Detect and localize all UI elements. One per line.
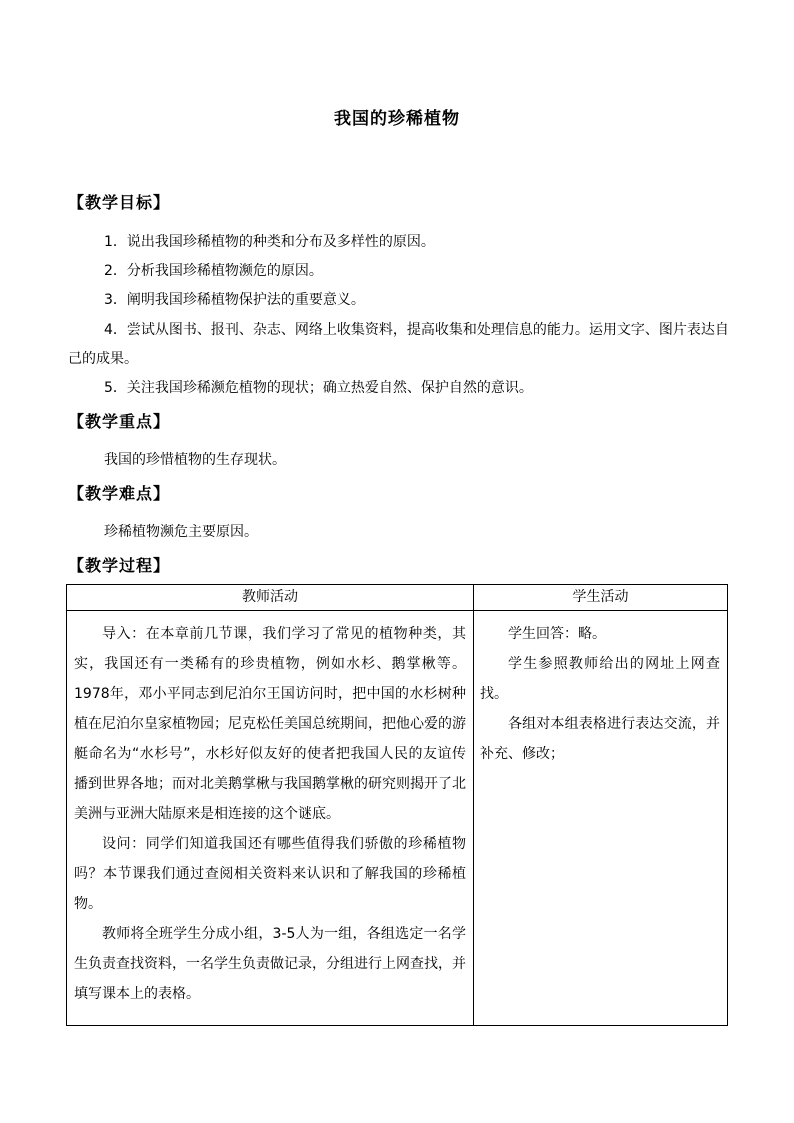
key-points-heading: 【教学重点】 <box>68 412 171 431</box>
teacher-paragraph: 导入：在本章前几节课，我们学习了常见的植物种类，其实，我国还有一类稀有的珍贵植物，例如水杉、鹅掌楸等。1978年，邓小平同志到尼泊尔王国访问时，把中国的水杉树种植在尼泊尔皇家植物园；尼克松任美国总统期间，把他心爱的游艇命名为“水杉号”，水杉好似友好的使者把我国人民的友谊传播到世界各地；而对北美鹅掌楸与我国鹅掌楸的研究则揭开了北美洲与亚洲大陆原来是相连接的这个谜底。 <box>74 626 466 822</box>
column-divider <box>473 585 474 1025</box>
objective-item-1: 1．说出我国珍稀植物的种类和分布及多样性的原因。 <box>104 234 435 250</box>
teacher-paragraph: 教师将全班学生分成小组，3-5人为一组，各组选定一名学生负责查找资料，一名学生负责做记录，分组进行上网查找，并填写课本上的表格。 <box>74 926 466 1002</box>
document-title: 我国的珍稀植物 <box>334 109 460 129</box>
student-activity-cell <box>480 619 720 769</box>
student-paragraph: 各组对本组表格进行表达交流，并补充、修改； <box>480 716 720 762</box>
key-points-text: 我国的珍惜植物的生存现状。 <box>104 452 286 468</box>
objectives-heading: 【教学目标】 <box>68 193 171 212</box>
objective-item-4: 4．尝试从图书、报刊、杂志、网络上收集资料，提高收集和处理信息的能力。运用文字、图片表达自己的成果。 <box>68 322 729 367</box>
objective-item-5: 5．关注我国珍稀濒危植物的现状；确立热爱自然、保护自然的意识。 <box>104 380 533 396</box>
objective-item-3: 3．阐明我国珍稀植物保护法的重要意义。 <box>104 292 365 308</box>
teacher-activity-cell <box>74 619 466 1009</box>
student-paragraph: 学生回答：略。 <box>508 626 606 642</box>
header-divider <box>67 610 727 611</box>
difficulties-heading: 【教学难点】 <box>68 484 171 503</box>
teacher-paragraph: 设问：同学们知道我国还有哪些值得我们骄傲的珍稀植物吗？本节课我们通过查阅相关资料来认识和了解我国的珍稀植物。 <box>74 836 466 912</box>
student-activity-header: 学生活动 <box>572 589 629 605</box>
difficulties-text: 珍稀植物濒危主要原因。 <box>104 524 258 540</box>
process-table <box>66 584 728 1026</box>
objective-item-2: 2．分析我国珍稀植物濒危的原因。 <box>104 263 323 279</box>
student-paragraph: 学生参照教师给出的网址上网查找。 <box>480 656 720 702</box>
teacher-activity-header: 教师活动 <box>242 589 298 605</box>
process-heading: 【教学过程】 <box>68 556 171 575</box>
